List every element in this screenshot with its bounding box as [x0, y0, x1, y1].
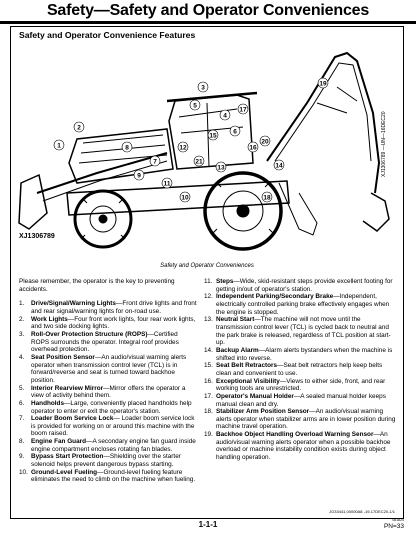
item-name: Ground-Level Fueling: [31, 468, 98, 476]
item-number: 19.: [204, 431, 213, 439]
svg-text:8: 8: [125, 144, 129, 152]
item-number: 11.: [204, 278, 213, 285]
page-title: Safety—Safety and Operator Conveniences: [46, 2, 370, 19]
svg-text:18: 18: [263, 194, 271, 202]
figure-caption: Safety and Operator Conveniences: [160, 263, 254, 269]
item-name: Roll-Over Protection Structure (ROPS): [31, 330, 148, 338]
item-description: —Four front work lights, four rear work lights, and two side docking lights.: [31, 315, 196, 331]
svg-text:20: 20: [261, 138, 269, 146]
item-name: Seat Belt Retractors: [216, 362, 278, 370]
item-name: Loader Boom Service Lock: [31, 415, 114, 423]
callout-9: [134, 170, 144, 180]
header-rule: [0, 21, 416, 24]
list-item: [19, 300, 197, 315]
item-name: Seat Position Sensor: [31, 353, 95, 361]
callout-6: [230, 126, 240, 136]
item-name: Backhoe Object Handling Overload Warning Sensor: [216, 431, 374, 439]
item-name: Bypass Start Protection: [31, 453, 104, 461]
list-item: [19, 316, 197, 331]
callout-4: [220, 110, 230, 120]
item-description: —Ground-level fueling feature eliminates the need to climb on the machine when fueling.: [31, 468, 196, 484]
callout-2: [74, 122, 84, 132]
document-code: JG33441,00000A8 -19-17DEC20-1/1: [329, 509, 395, 514]
svg-text:3: 3: [201, 84, 205, 92]
list-item: [204, 316, 397, 347]
item-number: 14.: [204, 346, 213, 354]
item-number: 4.: [19, 353, 25, 361]
footer-date: 081824: [392, 518, 404, 522]
figure-code: XJ1306789 —UN—16DEC20: [381, 111, 387, 177]
list-item: [19, 400, 197, 415]
callout-14: [274, 160, 284, 170]
item-number: 1.: [19, 300, 25, 308]
list-item: [204, 293, 397, 316]
figure-id: XJ1306789: [19, 233, 55, 240]
callout-7: [150, 156, 160, 166]
callout-17: [238, 104, 248, 114]
item-name: Independent Parking/Secondary Brake: [216, 293, 334, 301]
item-number: 7.: [19, 415, 25, 423]
list-item: [19, 354, 197, 385]
svg-text:5: 5: [193, 102, 197, 110]
item-name: Backup Alarm: [216, 346, 259, 354]
item-name: Handholds: [31, 399, 65, 407]
item-description: —Shielding over the starter solenoid helps prevent dangerous bypass starting.: [31, 453, 181, 469]
callout-11: [162, 178, 172, 188]
callout-16: [248, 142, 258, 152]
svg-text:17: 17: [239, 106, 247, 114]
svg-text:13: 13: [217, 164, 225, 172]
svg-text:7: 7: [153, 158, 157, 166]
item-description: —The machine will not move until the transmission control lever (TCL) is cycled back to neutral and the park brake is released, regardless of TCL position at start-up.: [216, 316, 391, 347]
content-box: [10, 26, 404, 519]
callout-8: [122, 142, 132, 152]
svg-text:19: 19: [319, 80, 327, 88]
pn-label: PN=33: [383, 523, 404, 530]
item-description: —Seat belt retractors help keep belts clean and convenient to use.: [216, 362, 383, 377]
list-item: [204, 362, 397, 377]
item-number: 9.: [19, 453, 25, 461]
item-description: — Loader boom service lock is provided for working on or around this machine with the boom raised.: [31, 415, 195, 438]
svg-text:4: 4: [223, 112, 227, 120]
item-description: —Mirror offers the operator a view of activity behind them.: [31, 384, 186, 400]
list-item: [19, 469, 197, 484]
svg-text:21: 21: [195, 158, 203, 166]
item-name: Work Lights: [31, 315, 68, 323]
list-item: [19, 438, 197, 453]
svg-text:10: 10: [181, 194, 189, 202]
svg-text:15: 15: [209, 132, 217, 140]
callout-3: [198, 82, 208, 92]
item-description: —Independent, electrically controlled parking brake effectively engages when the engine is stopped.: [216, 293, 390, 316]
page-header: [0, 0, 416, 24]
item-number: 2.: [19, 315, 25, 323]
item-number: 15.: [204, 362, 213, 370]
callout-19: [318, 78, 328, 88]
list-item: [204, 393, 397, 408]
item-number: 18.: [204, 408, 213, 416]
callout-21: [194, 156, 204, 166]
callout-12: [178, 142, 188, 152]
svg-text:16: 16: [249, 144, 257, 152]
callout-5: [190, 100, 200, 110]
item-number: 10.: [19, 468, 28, 476]
item-description: —Alarm alerts bystanders when the machine is shifted into reverse.: [216, 346, 393, 362]
item-name: Neutral Start: [216, 316, 255, 324]
item-name: Drive/Signal/Warning Lights: [31, 300, 116, 308]
right-column: [204, 278, 397, 462]
list-item: [19, 385, 197, 400]
item-name: Engine Fan Guard: [31, 438, 87, 446]
item-name: Operator's Manual Holder: [216, 392, 294, 400]
features-list-left: [19, 300, 197, 484]
item-number: 12.: [204, 293, 213, 301]
item-description: —Front drive lights and front and rear signal/warning lights for on-road use.: [31, 300, 197, 315]
item-description: —Certified ROPS surrounds the operator. Integral roof provides overhead protection.: [31, 330, 179, 354]
callout-15: [208, 130, 218, 140]
callout-20: [260, 136, 270, 146]
item-number: 8.: [19, 438, 25, 446]
list-item: [204, 347, 397, 362]
left-column: [19, 278, 197, 484]
item-description: —Views to either side, front, and rear working tools are unrestricted.: [216, 377, 386, 393]
item-name: Steps: [216, 278, 234, 285]
item-description: —An audio/visual warning alerts operator when transmission control lever (TCL) is in forward/reverse and seat is turned toward backhoe position.: [31, 353, 187, 384]
list-item: [204, 278, 397, 293]
backhoe-loader-illustration: [17, 43, 395, 256]
item-description: —Large, conveniently placed handholds help operator to enter or exit the operator's station.: [31, 399, 192, 415]
page-number: 1-1-1: [198, 520, 218, 529]
item-number: 16.: [204, 377, 213, 385]
item-number: 3.: [19, 330, 25, 338]
svg-text:14: 14: [275, 162, 283, 170]
item-name: Exceptional Visibility: [216, 377, 280, 385]
list-item: [19, 453, 197, 468]
callout-18: [262, 192, 272, 202]
list-item: [204, 431, 397, 462]
svg-text:2: 2: [77, 124, 81, 132]
callout-1: [54, 140, 64, 150]
list-item: [19, 415, 197, 438]
item-number: 5.: [19, 384, 25, 392]
list-item: [19, 331, 197, 354]
footer-meta: [384, 518, 404, 531]
list-item: [204, 408, 397, 431]
item-description: —An audio/visual warning alerts operator when a possible backhoe overload or machine instability condition exists during object handling operation.: [216, 431, 391, 462]
list-item: [204, 378, 397, 393]
section-heading: Safety and Operator Convenience Features: [19, 30, 196, 40]
item-description: —A sealed manual holder keeps manual clean and dry.: [216, 392, 386, 408]
svg-text:1: 1: [57, 142, 61, 150]
svg-text:9: 9: [137, 172, 141, 180]
features-list-right: [204, 278, 397, 462]
item-number: 6.: [19, 399, 25, 407]
svg-text:12: 12: [179, 144, 187, 152]
item-name: Stabilizer Arm Position Sensor: [216, 408, 310, 416]
svg-text:6: 6: [233, 128, 237, 136]
item-name: Interior Rearview Mirror: [31, 384, 104, 392]
item-description: —A secondary engine fan guard inside engine compartment encloses rotating fan blades.: [31, 438, 196, 453]
intro-text: Please remember, the operator is the key to preventing accidents.: [19, 278, 175, 293]
item-description: —An audio/visual warning alerts operator when stabilizer arms are in lower position during machine travel operation.: [216, 408, 396, 431]
callout-10: [180, 192, 190, 202]
item-number: 17.: [204, 392, 213, 400]
callout-13: [216, 162, 226, 172]
item-number: 13.: [204, 316, 213, 324]
svg-text:11: 11: [163, 180, 171, 188]
item-description: —Wide, skid-resistant steps provide excellent footing for getting in/out of operator's station.: [216, 278, 393, 293]
